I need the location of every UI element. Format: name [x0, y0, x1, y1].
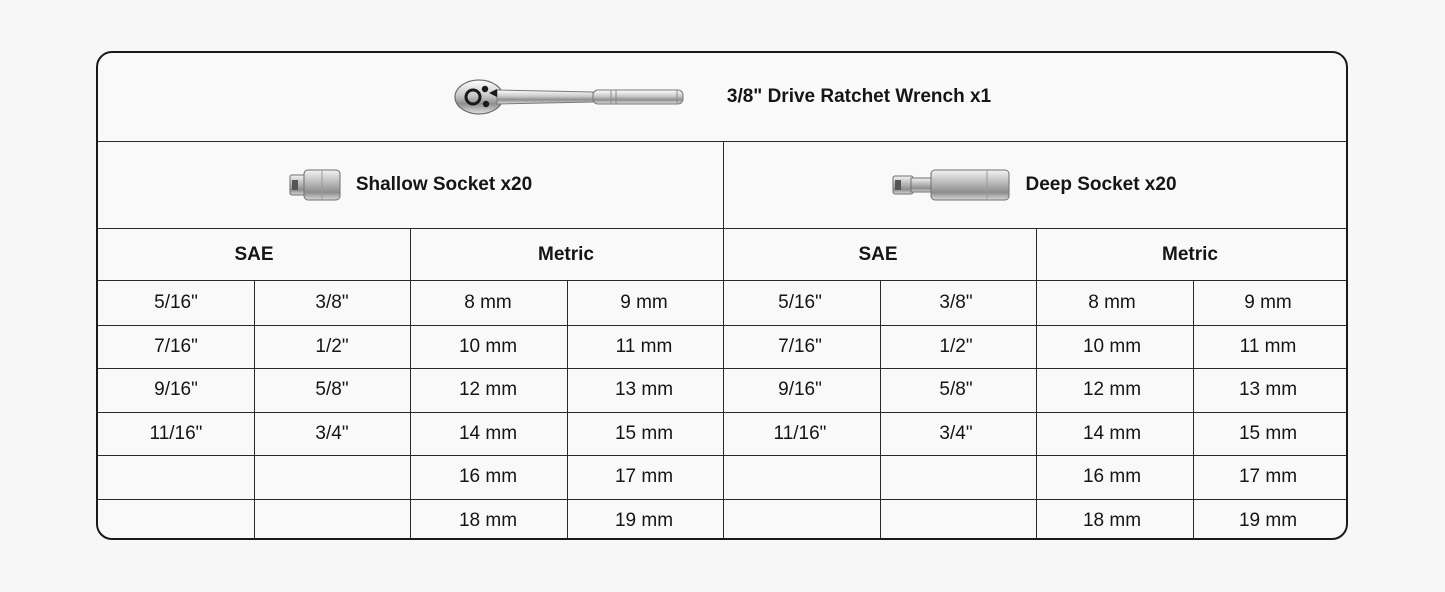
table-cell: 16 mm — [1082, 466, 1142, 487]
shallow-socket-icon — [288, 167, 342, 203]
table-cell: 15 mm — [614, 423, 674, 444]
table-cell: 15 mm — [1238, 423, 1298, 444]
table-cell: 16 mm — [458, 466, 518, 487]
table-cell: 5/8" — [939, 379, 973, 400]
table-cell: 10 mm — [458, 336, 518, 357]
table-cell: 12 mm — [1082, 379, 1142, 400]
table-cell: 9 mm — [1244, 292, 1292, 313]
deep-metric-header: Metric — [1162, 243, 1218, 265]
table-cell: 5/8" — [315, 379, 349, 400]
table-cell: 10 mm — [1082, 336, 1142, 357]
table-cell: 3/4" — [315, 423, 349, 444]
shallow-socket-label: Shallow Socket x20 — [355, 174, 533, 195]
table-cell: 17 mm — [1238, 466, 1298, 487]
table-cell: 11/16" — [773, 423, 827, 444]
table-cell: 7/16" — [778, 336, 822, 357]
table-cell: 18 mm — [458, 510, 518, 531]
table-cell: 11 mm — [615, 336, 673, 357]
table-cell: 9 mm — [620, 292, 668, 313]
table-cell — [98, 455, 254, 499]
table-row — [98, 455, 1346, 499]
shallow-socket-cell — [98, 142, 722, 228]
table-cell — [878, 499, 1034, 540]
ratchet-label: 3/8" Drive Ratchet Wrench x1 — [726, 86, 992, 107]
table-cell: 11 mm — [1239, 336, 1297, 357]
deep-socket-cell — [722, 142, 1346, 228]
table-cell — [722, 499, 878, 540]
table-cell: 12 mm — [458, 379, 518, 400]
table-cell — [254, 499, 410, 540]
table-cell — [254, 455, 410, 499]
table-cell: 14 mm — [1082, 423, 1142, 444]
table-cell: 3/4" — [939, 423, 973, 444]
table-cell: 13 mm — [614, 379, 674, 400]
table-row — [98, 325, 1346, 369]
table-cell — [722, 455, 878, 499]
table-cell: 5/16" — [778, 292, 822, 313]
table-cell: 11/16" — [149, 423, 203, 444]
ratchet-row — [98, 53, 1346, 141]
shallow-sae-header: SAE — [234, 243, 274, 265]
ratchet-wrench-icon — [453, 77, 699, 117]
table-cell — [878, 455, 1034, 499]
table-row — [98, 281, 1346, 325]
size-header-row — [98, 229, 1346, 280]
table-cell: 8 mm — [464, 292, 512, 313]
table-cell: 7/16" — [154, 336, 198, 357]
deep-sae-header: SAE — [858, 243, 898, 265]
table-cell: 19 mm — [614, 510, 674, 531]
table-cell: 19 mm — [1238, 510, 1298, 531]
table-row — [98, 368, 1346, 412]
deep-socket-label: Deep Socket x20 — [1025, 174, 1177, 195]
table-cell: 18 mm — [1082, 510, 1142, 531]
socket-set-table — [96, 51, 1348, 540]
table-cell: 13 mm — [1238, 379, 1298, 400]
table-row — [98, 412, 1346, 456]
table-cell — [98, 499, 254, 540]
deep-socket-icon — [891, 167, 1011, 203]
table-cell: 9/16" — [778, 379, 822, 400]
table-cell: 1/2" — [315, 336, 349, 357]
table-cell: 5/16" — [154, 292, 198, 313]
table-cell: 3/8" — [939, 292, 973, 313]
table-cell: 1/2" — [939, 336, 973, 357]
socket-types-row — [98, 142, 1346, 228]
table-cell: 17 mm — [614, 466, 674, 487]
table-row — [98, 499, 1346, 540]
table-cell: 14 mm — [458, 423, 518, 444]
table-cell: 9/16" — [154, 379, 198, 400]
shallow-metric-header: Metric — [538, 243, 594, 265]
table-cell: 8 mm — [1088, 292, 1136, 313]
table-cell: 3/8" — [315, 292, 349, 313]
